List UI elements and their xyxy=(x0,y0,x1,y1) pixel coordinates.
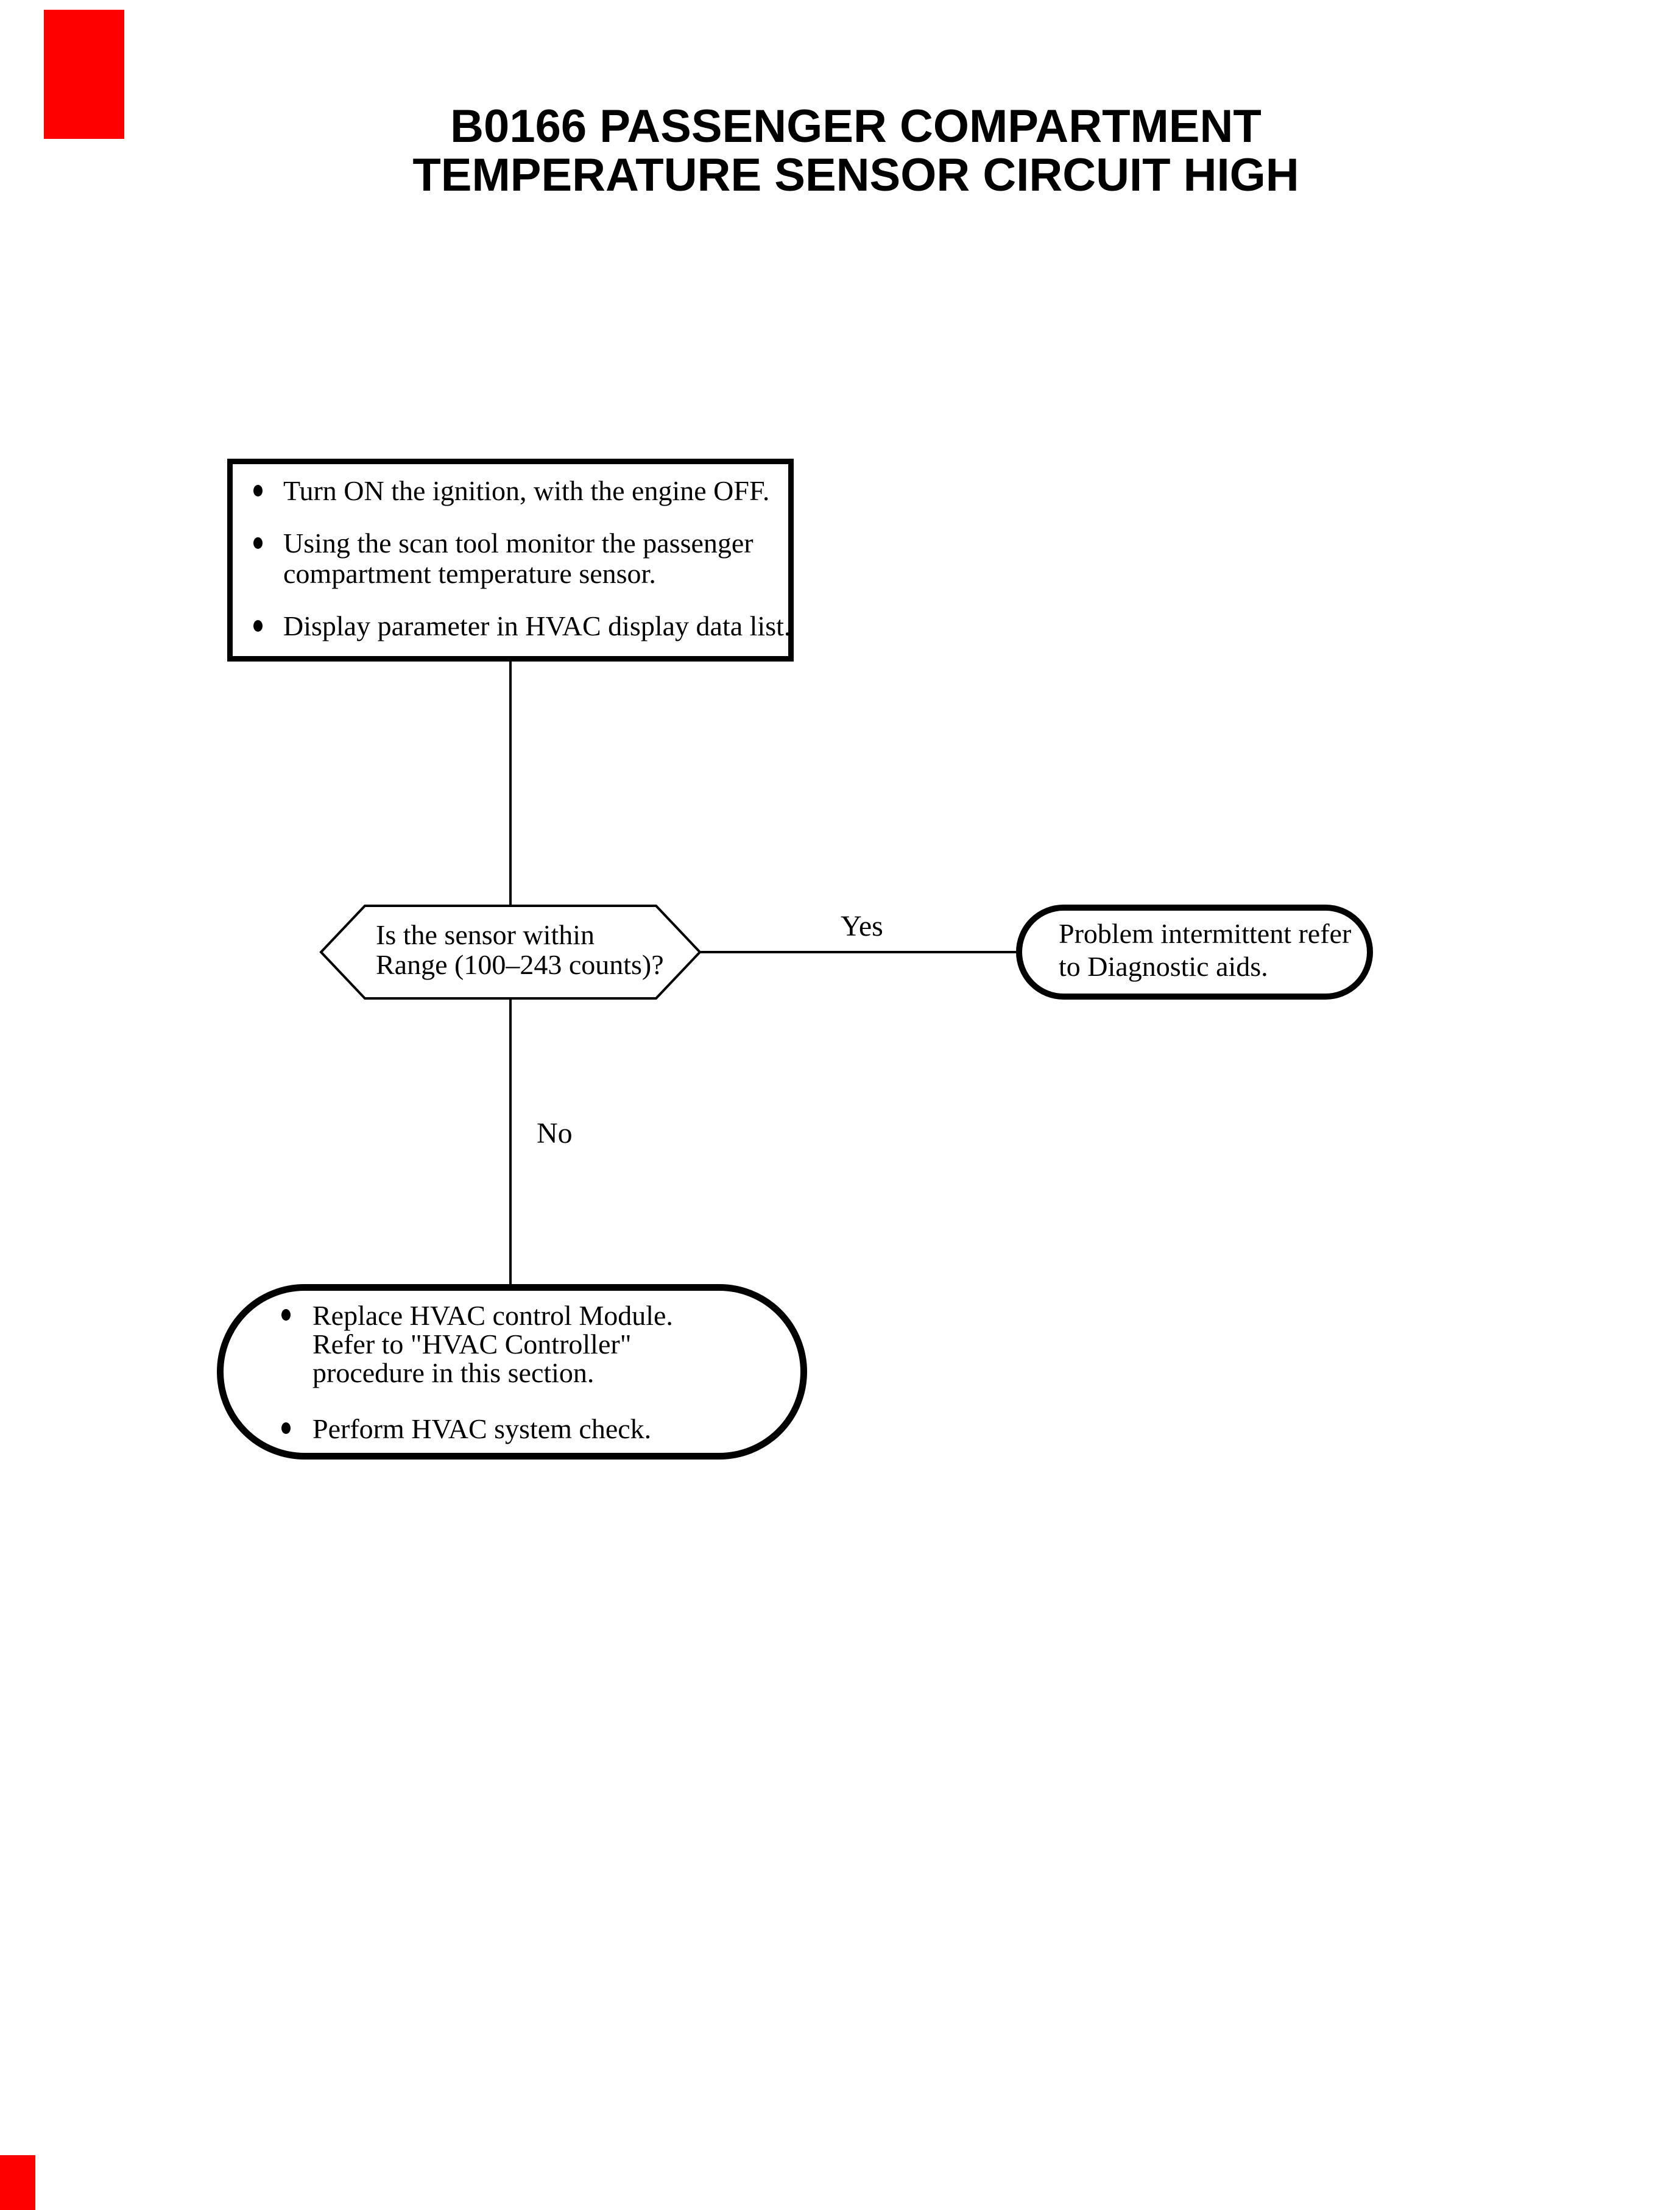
replace-module-terminal xyxy=(217,1284,807,1460)
decision-question-line: Is the sensor within xyxy=(376,919,595,950)
no-branch-label: No xyxy=(537,1117,573,1149)
terminal-text-line: procedure in this section. xyxy=(312,1357,595,1388)
decision-question-text xyxy=(376,920,664,980)
bullet-icon xyxy=(281,1422,291,1434)
terminal-text-line: Problem intermittent refer xyxy=(1059,918,1352,949)
bullet-icon xyxy=(281,1309,291,1321)
instruction-line: Using the scan tool monitor the passenger xyxy=(283,528,754,559)
bullet-icon xyxy=(253,620,263,632)
diagnostic-aids-terminal xyxy=(1016,905,1373,1000)
terminal-text-line: Perform HVAC system check. xyxy=(312,1413,652,1444)
initial-instructions-box xyxy=(227,459,794,662)
terminal-text-line: Replace HVAC control Module. xyxy=(312,1300,673,1331)
instruction-line: Display parameter in HVAC display data list. xyxy=(283,610,791,641)
terminal-text-line: to Diagnostic aids. xyxy=(1059,951,1268,982)
instruction-line: Turn ON the ignition, with the engine OFF. xyxy=(283,475,770,506)
list-item xyxy=(281,1301,788,1387)
list-item xyxy=(281,1414,788,1443)
list-item xyxy=(253,528,777,589)
list-item xyxy=(253,476,777,506)
bullet-icon xyxy=(253,485,263,496)
instruction-line: compartment temperature sensor. xyxy=(283,558,656,589)
terminal-text-line: Refer to "HVAC Controller" xyxy=(312,1329,632,1360)
list-item xyxy=(253,610,791,641)
yes-branch-label: Yes xyxy=(841,910,883,942)
decision-question-line: Range (100–243 counts)? xyxy=(376,949,664,980)
page-title-line: B0166 PASSENGER COMPARTMENT xyxy=(450,101,1262,152)
page-title-line: TEMPERATURE SENSOR CIRCUIT HIGH xyxy=(412,149,1299,201)
bullet-icon xyxy=(253,537,263,549)
